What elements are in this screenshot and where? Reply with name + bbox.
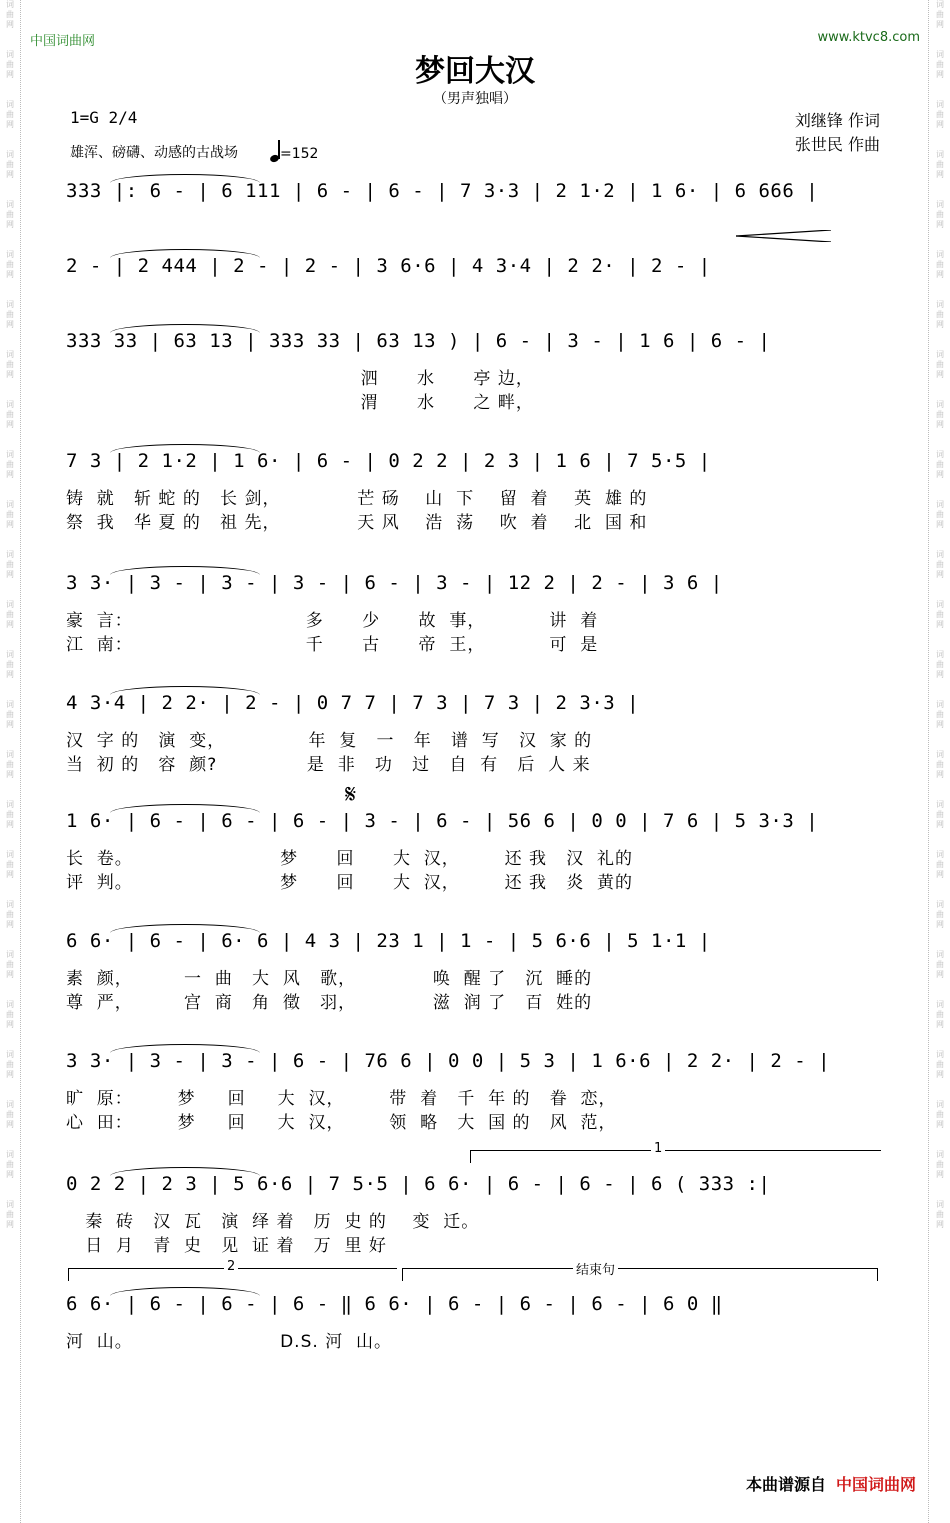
tie-slur (110, 1044, 260, 1053)
lyric-line: 泗 水 亭 边， (66, 369, 534, 389)
coda-bracket (402, 1263, 878, 1281)
coda-label: 结束句 (573, 1259, 618, 1278)
tie-slur (110, 174, 260, 183)
lyric-line: 秦 砖 汉 瓦 演 绎 着 历 史 的 变 迁。 (66, 1212, 480, 1232)
lyricist-credit: 刘继锋 作词 (794, 111, 880, 130)
tie-slur (110, 566, 260, 575)
lyric-line: 铸 就 斩 蛇 的 长 剑， 芒 砀 山 下 留 着 英 雄 的 (66, 489, 648, 509)
notation-line: 0 2 2 | 2 3 | 5 6·6 | 7 5·5 | 6 6· | 6 - | 6 - | 6 ( 333 :| (66, 1173, 771, 1195)
site-url-header[interactable]: www.ktvc8.com (817, 30, 920, 45)
segno-icon: 𝄋 (345, 780, 357, 810)
lyric-line: 汉 字 的 演 变， 年 复 一 年 谱 写 汉 家 的 (66, 731, 593, 751)
lyric-line: 旷 原： 梦 回 大 汉， 带 着 千 年 的 眷 恋， (66, 1089, 617, 1109)
notation-line: 7 3 | 2 1·2 | 1 6· | 6 - | 0 2 2 | 2 3 | 1 6 | 7 5·5 | (66, 450, 711, 472)
footer-source[interactable] (746, 1472, 916, 1495)
lyric-line: 长 卷。 梦 回 大 汉， 还 我 汉 礼的 (66, 849, 633, 869)
tie-slur (110, 1287, 260, 1296)
lyric-line: 渭 水 之 畔， (66, 393, 534, 413)
key-meter: 1=G 2/4 (70, 108, 138, 127)
tie-slur (110, 924, 260, 933)
left-watermark-strip: 词 曲 网 词 曲 网 词 曲 网 词 曲 网 词 曲 网 词 曲 网 词 曲 网 词 曲 网 词 曲 网 词 曲 网 词 曲 网 词 曲 网 词 曲 网 词 曲 网 词 曲 网 词 曲 网 词 曲 网 词 曲 网 词 曲 网 词 曲 网 词 曲 网 词 曲 网 词 曲 网 词 曲 网 词 曲 网 (6, 0, 14, 1229)
tie-slur (110, 804, 260, 813)
lyric-line: 素 颜， 一 曲 大 风 歌， 唤 醒 了 沉 睡的 (66, 969, 593, 989)
notation-line: 333 33 | 63 13 | 333 33 | 63 13 ) | 6 - | 3 - | 1 6 | 6 - | (66, 330, 771, 352)
lyric-line: 祭 我 华 夏 的 祖 先， 天 风 浩 荡 吹 着 北 国 和 (66, 513, 648, 533)
right-watermark-strip: 词 曲 网 词 曲 网 词 曲 网 词 曲 网 词 曲 网 词 曲 网 词 曲 网 词 曲 网 词 曲 网 词 曲 网 词 曲 网 词 曲 网 词 曲 网 词 曲 网 词 曲 网 词 曲 网 词 曲 网 词 曲 网 词 曲 网 词 曲 网 词 曲 网 词 曲 网 词 曲 网 词 曲 网 词 曲 网 (936, 0, 944, 1229)
song-subtitle: （男声独唱） (433, 91, 517, 107)
crescendo-hairpin-icon (736, 230, 831, 242)
second-ending-bracket (68, 1259, 397, 1281)
lyric-line: 日 月 青 史 见 证 着 万 里 好 (66, 1236, 387, 1256)
notation-line: 4 3·4 | 2 2· | 2 - | 0 7 7 | 7 3 | 7 3 | 2 3·3 | (66, 692, 640, 714)
lyric-line: 心 田： 梦 回 大 汉， 领 略 大 国 的 风 范， (66, 1113, 617, 1133)
song-title: 梦回大汉 (415, 54, 535, 89)
lyric-line: 豪 言： 多 少 故 事， 讲 着 (66, 611, 599, 631)
footer-source-text: 本曲谱源自 (745, 1475, 826, 1494)
composer-credit: 张世民 作曲 (794, 135, 880, 154)
lyric-line: 评 判。 梦 回 大 汉， 还 我 炎 黄的 (66, 873, 633, 893)
tempo-value: =152 (280, 146, 319, 162)
lyric-line: 尊 严， 宫 商 角 徵 羽， 滋 润 了 百 姓的 (66, 993, 593, 1013)
site-name-header[interactable]: 中国词曲网 (30, 34, 96, 49)
notation-line: 6 6· | 6 - | 6 - | 6 - ‖ 6 6· | 6 - | 6 - | 6 - | 6 0 ‖ (66, 1293, 723, 1315)
tie-slur (110, 444, 260, 453)
performance-style: 雄浑、磅礴、动感的古战场 (70, 145, 238, 161)
left-border-line (20, 0, 21, 1523)
first-ending-bracket (470, 1141, 881, 1163)
footer-site-name[interactable]: 中国词曲网 (835, 1475, 916, 1494)
tie-slur (110, 686, 260, 695)
tempo-marking (270, 140, 318, 162)
tie-slur (110, 249, 260, 258)
right-border-line (928, 0, 929, 1523)
quarter-note-icon (270, 140, 280, 162)
notation-line: 2 - | 2 444 | 2 - | 2 - | 3 6·6 | 4 3·4 | 2 2· | 2 - | (66, 255, 711, 277)
tie-slur (110, 1167, 260, 1176)
lyric-line: 当 初 的 容 颜? 是 非 功 过 自 有 后 人 来 (66, 755, 591, 775)
first-ending-label: 1 (651, 1141, 665, 1156)
second-ending-label: 2 (224, 1259, 238, 1274)
notation-line: 333 |: 6 - | 6 111 | 6 - | 6 - | 7 3·3 | 2 1·2 | 1 6· | 6 666 | (66, 180, 819, 202)
notation-line: 6 6· | 6 - | 6· 6 | 4 3 | 23 1 | 1 - | 5 6·6 | 5 1·1 | (66, 930, 711, 952)
tie-slur (110, 324, 260, 333)
lyric-line: 江 南： 千 古 帝 王， 可 是 (66, 635, 599, 655)
notation-line: 3 3· | 3 - | 3 - | 6 - | 76 6 | 0 0 | 5 3 | 1 6·6 | 2 2· | 2 - | (66, 1050, 831, 1072)
lyric-line: 河 山。 D.S. 河 山。 (66, 1332, 392, 1352)
notation-line: 3 3· | 3 - | 3 - | 3 - | 6 - | 3 - | 12 2 | 2 - | 3 6 | (66, 572, 723, 594)
notation-line: 1 6· | 6 - | 6 - | 6 - | 3 - | 6 - | 56 6 | 0 0 | 7 6 | 5 3·3 | (66, 810, 819, 832)
